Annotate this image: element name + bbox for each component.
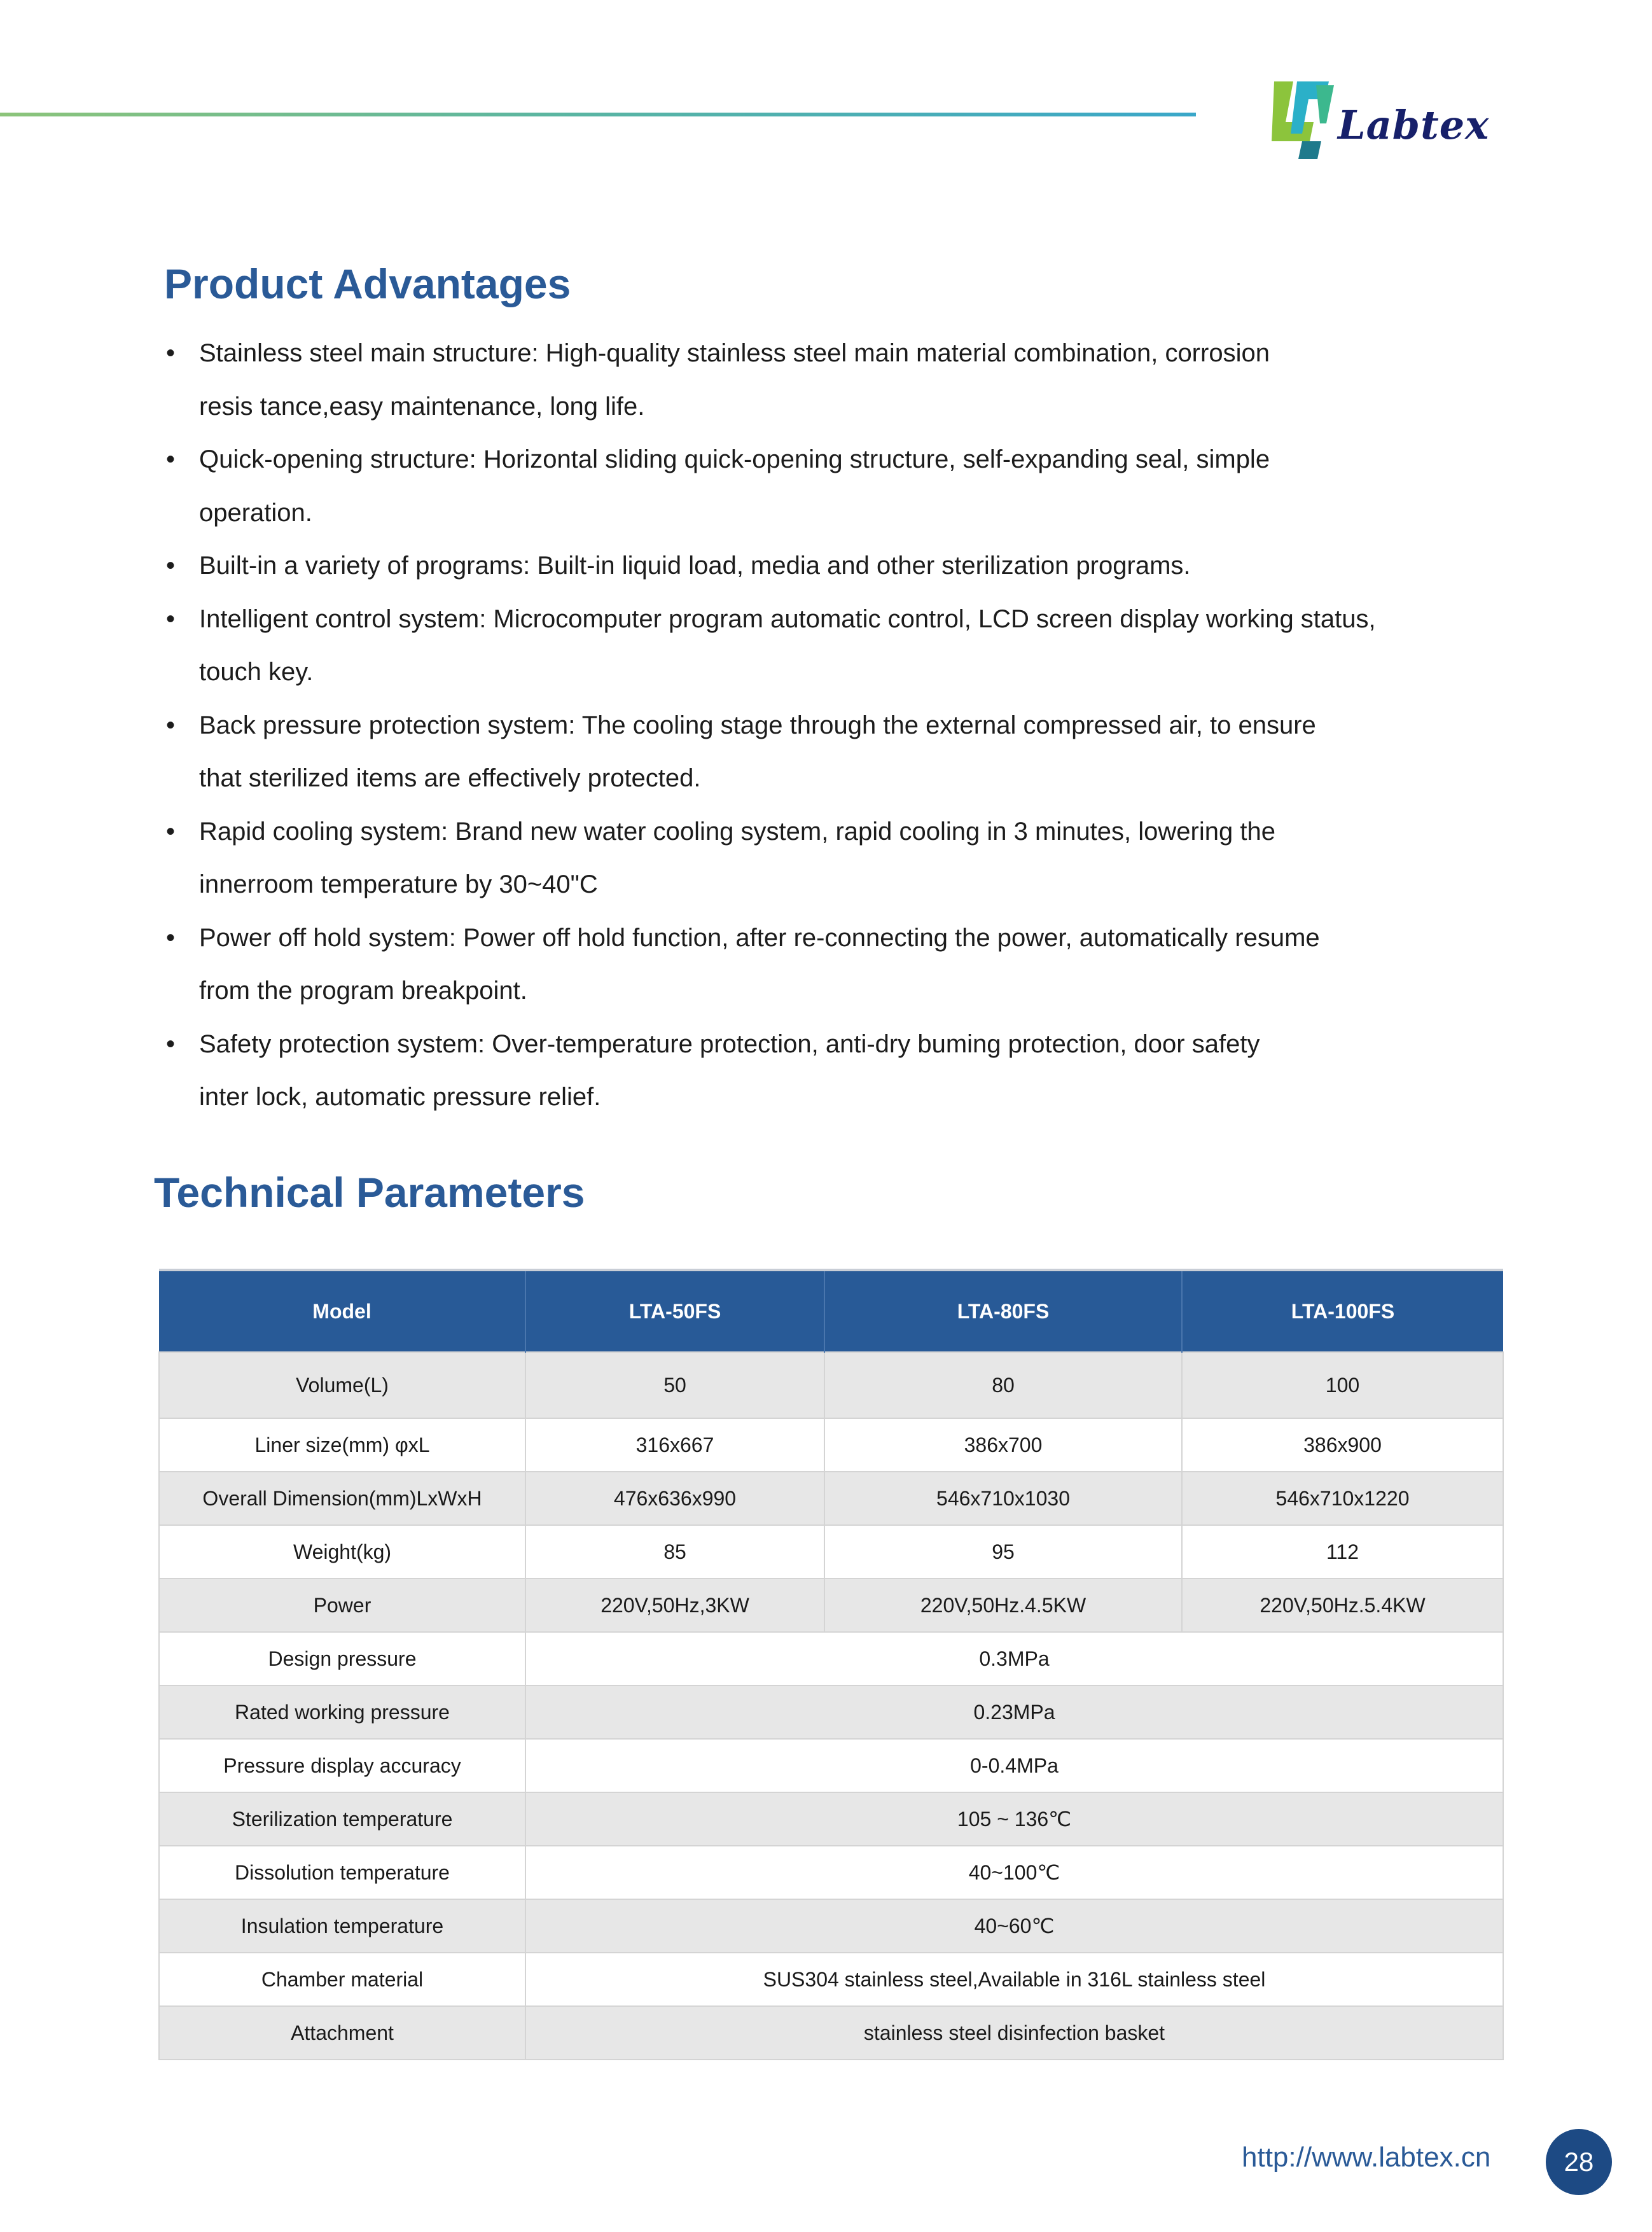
column-header-lta-100fs: LTA-100FS bbox=[1182, 1270, 1503, 1352]
advantages-list bbox=[164, 327, 1532, 1124]
bullet-icon: • bbox=[166, 923, 176, 952]
advantage-text: Power off hold system: Power off hold function, after re-connecting the power, automatically resume bbox=[199, 923, 1320, 952]
labtex-logo bbox=[1263, 70, 1504, 165]
advantage-item bbox=[164, 593, 1532, 699]
table-cell: 220V,50Hz.5.4KW bbox=[1182, 1579, 1503, 1632]
table-cell: 386x900 bbox=[1182, 1418, 1503, 1472]
footer-website-link[interactable]: http://www.labtex.cn bbox=[1242, 2142, 1491, 2173]
table-cell: 112 bbox=[1182, 1525, 1503, 1579]
advantage-text-continued: from the program breakpoint. bbox=[199, 977, 527, 1005]
advantage-text-continued: inter lock, automatic pressure relief. bbox=[199, 1083, 601, 1111]
bullet-icon: • bbox=[166, 711, 176, 739]
table-cell: 100 bbox=[1182, 1352, 1503, 1418]
table-row bbox=[159, 1579, 1503, 1632]
advantage-item bbox=[164, 699, 1532, 806]
table-cell-merged: 0-0.4MPa bbox=[525, 1739, 1503, 1792]
row-label: Power bbox=[159, 1579, 525, 1632]
table-row bbox=[159, 1953, 1503, 2006]
table-row bbox=[159, 1525, 1503, 1579]
table-row bbox=[159, 1632, 1503, 1685]
table-cell-merged: 0.23MPa bbox=[525, 1685, 1503, 1739]
advantage-item bbox=[164, 806, 1532, 912]
row-label: Weight(kg) bbox=[159, 1525, 525, 1579]
advantage-text-continued: innerroom temperature by 30~40"C bbox=[199, 870, 598, 898]
row-label: Rated working pressure bbox=[159, 1685, 525, 1739]
bullet-icon: • bbox=[166, 604, 176, 633]
advantage-text-continued: touch key. bbox=[199, 658, 314, 686]
advantage-text: Quick-opening structure: Horizontal sliding quick-opening structure, self-expanding seal, simple bbox=[199, 445, 1270, 473]
page-number-badge: 28 bbox=[1546, 2129, 1612, 2195]
bullet-icon: • bbox=[166, 552, 176, 580]
table-header-row bbox=[159, 1270, 1503, 1352]
column-header-lta-50fs: LTA-50FS bbox=[525, 1270, 824, 1352]
table-row bbox=[159, 1685, 1503, 1739]
table-cell-merged: 105 ~ 136℃ bbox=[525, 1792, 1503, 1846]
section-title-advantages: Product Advantages bbox=[164, 260, 571, 307]
table-row bbox=[159, 1846, 1503, 1899]
advantage-item bbox=[164, 1018, 1532, 1124]
advantage-text: Rapid cooling system: Brand new water cooling system, rapid cooling in 3 minutes, lowering the bbox=[199, 817, 1275, 846]
row-label: Attachment bbox=[159, 2006, 525, 2060]
table-cell: 80 bbox=[824, 1352, 1182, 1418]
table-cell: 50 bbox=[525, 1352, 824, 1418]
row-label: Overall Dimension(mm)LxWxH bbox=[159, 1472, 525, 1525]
advantage-text-continued: that sterilized items are effectively protected. bbox=[199, 764, 701, 792]
row-label: Pressure display accuracy bbox=[159, 1739, 525, 1792]
advantage-item bbox=[164, 540, 1532, 593]
table-row bbox=[159, 1352, 1503, 1418]
advantage-item bbox=[164, 327, 1532, 433]
header-accent-line bbox=[0, 113, 1196, 116]
bullet-icon: • bbox=[166, 339, 176, 367]
row-label: Liner size(mm) φxL bbox=[159, 1418, 525, 1472]
table-cell-merged: 40~100℃ bbox=[525, 1846, 1503, 1899]
logo-wordmark: Labtex bbox=[1338, 102, 1490, 148]
advantage-text-continued: resis tance,easy maintenance, long life. bbox=[199, 392, 645, 421]
row-label: Volume(L) bbox=[159, 1352, 525, 1418]
table-cell: 546x710x1220 bbox=[1182, 1472, 1503, 1525]
advantage-text: Stainless steel main structure: High-quality stainless steel main material combination, corrosion bbox=[199, 339, 1270, 367]
table-row bbox=[159, 1472, 1503, 1525]
advantage-text: Intelligent control system: Microcomputer program automatic control, LCD screen display working status, bbox=[199, 604, 1376, 633]
table-cell: 220V,50Hz.4.5KW bbox=[824, 1579, 1182, 1632]
column-header-lta-80fs: LTA-80FS bbox=[824, 1270, 1182, 1352]
table-cell: 85 bbox=[525, 1525, 824, 1579]
table-row bbox=[159, 2006, 1503, 2060]
table-cell: 476x636x990 bbox=[525, 1472, 824, 1525]
technical-parameters-table bbox=[158, 1269, 1504, 2060]
table-cell: 316x667 bbox=[525, 1418, 824, 1472]
table-cell: 95 bbox=[824, 1525, 1182, 1579]
advantage-text: Back pressure protection system: The cooling stage through the external compressed air, to ensure bbox=[199, 711, 1316, 739]
table-cell: 220V,50Hz,3KW bbox=[525, 1579, 824, 1632]
bullet-icon: • bbox=[166, 817, 176, 846]
section-title-technical: Technical Parameters bbox=[154, 1169, 585, 1216]
table-row bbox=[159, 1739, 1503, 1792]
row-label: Design pressure bbox=[159, 1632, 525, 1685]
labtex-logo-mark-icon bbox=[1263, 70, 1345, 165]
table-cell-merged: SUS304 stainless steel,Available in 316L stainless steel bbox=[525, 1953, 1503, 2006]
table-row bbox=[159, 1418, 1503, 1472]
table-cell-merged: stainless steel disinfection basket bbox=[525, 2006, 1503, 2060]
table-cell: 386x700 bbox=[824, 1418, 1182, 1472]
row-label: Insulation temperature bbox=[159, 1899, 525, 1953]
table-cell: 546x710x1030 bbox=[824, 1472, 1182, 1525]
advantage-item bbox=[164, 912, 1532, 1018]
table-cell-merged: 40~60℃ bbox=[525, 1899, 1503, 1953]
row-label: Dissolution temperature bbox=[159, 1846, 525, 1899]
row-label: Chamber material bbox=[159, 1953, 525, 2006]
bullet-icon: • bbox=[166, 445, 176, 473]
advantage-text-continued: operation. bbox=[199, 498, 312, 527]
row-label: Sterilization temperature bbox=[159, 1792, 525, 1846]
bullet-icon: • bbox=[166, 1029, 176, 1058]
advantage-text: Safety protection system: Over-temperature protection, anti-dry buming protection, door safety bbox=[199, 1029, 1260, 1058]
table-row bbox=[159, 1899, 1503, 1953]
column-header-model: Model bbox=[159, 1270, 525, 1352]
advantage-item bbox=[164, 433, 1532, 540]
table-row bbox=[159, 1792, 1503, 1846]
table-cell-merged: 0.3MPa bbox=[525, 1632, 1503, 1685]
advantage-text: Built-in a variety of programs: Built-in liquid load, media and other sterilization programs. bbox=[199, 552, 1191, 580]
